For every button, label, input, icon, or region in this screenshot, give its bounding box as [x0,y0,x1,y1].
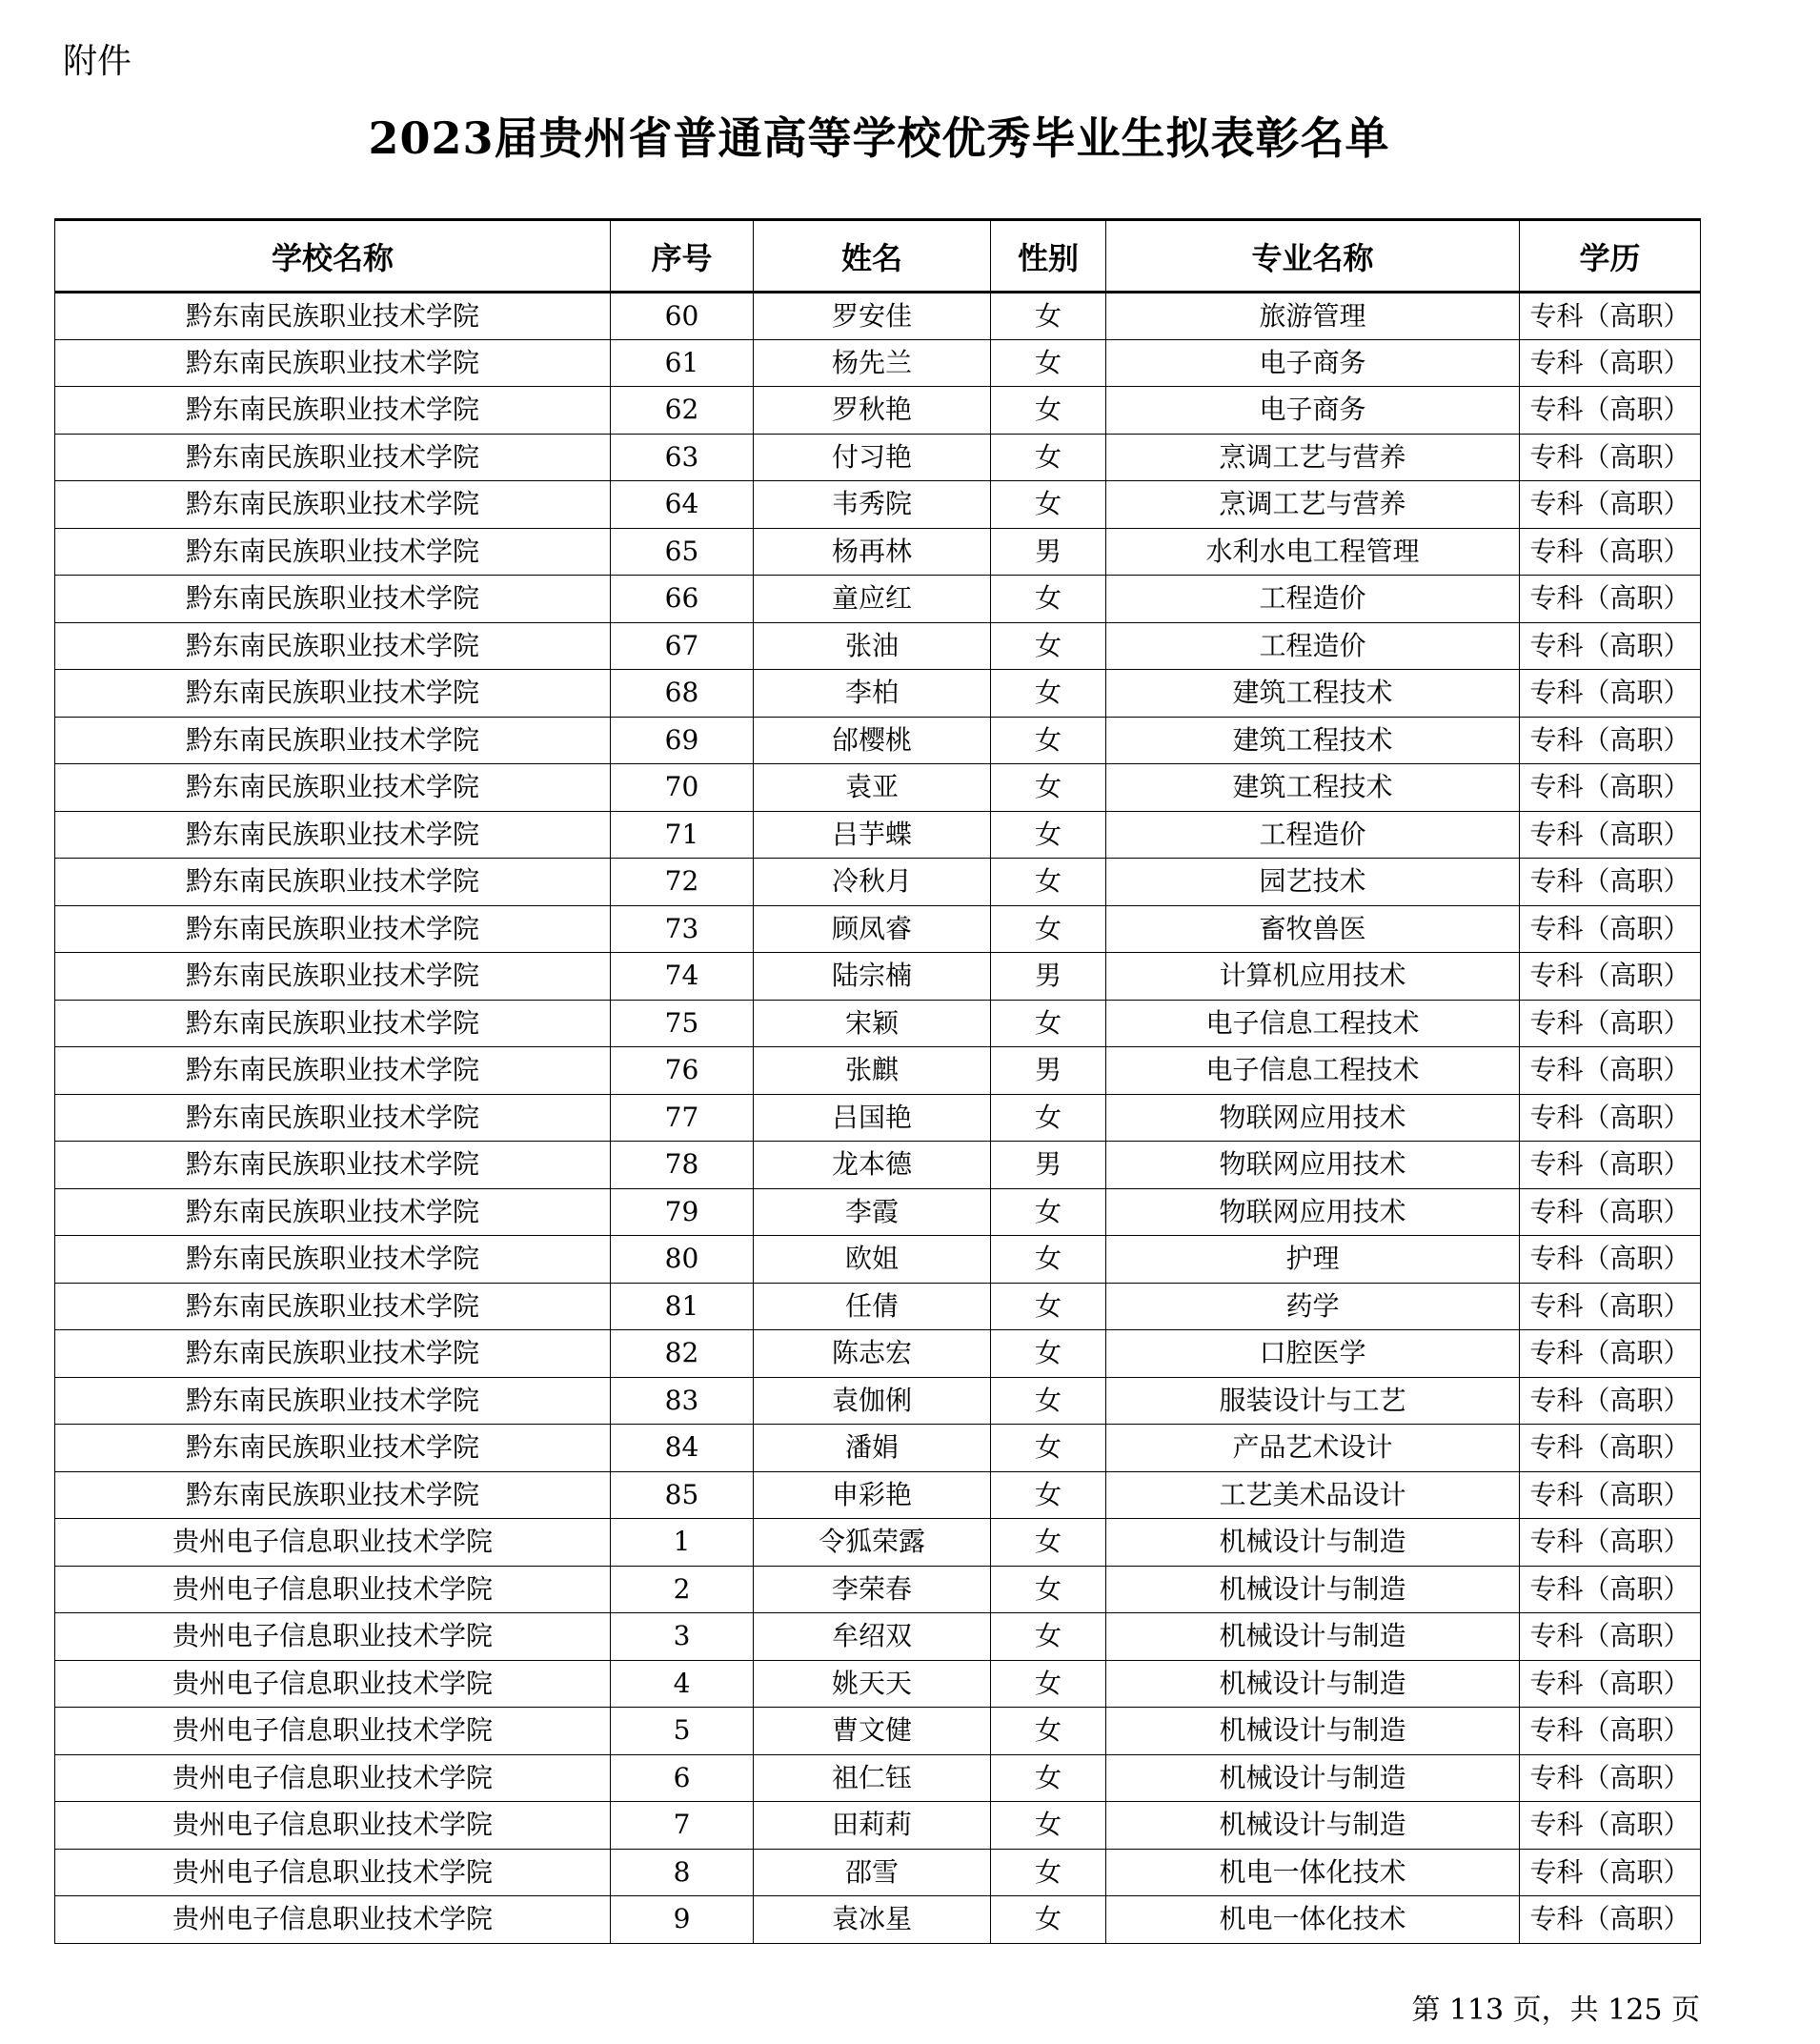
cell-degree: 专科（高职） [1520,434,1701,481]
cell-degree: 专科（高职） [1520,1708,1701,1755]
table-row [55,1613,1701,1661]
cell-gender: 女 [991,764,1106,812]
cell-name: 牟绍双 [754,1613,991,1661]
cell-name: 袁亚 [754,764,991,812]
cell-name: 李霞 [754,1188,991,1236]
cell-seq: 79 [611,1188,754,1236]
table-row [55,1471,1701,1519]
cell-name: 邰樱桃 [754,717,991,764]
cell-gender: 女 [991,670,1106,718]
cell-school: 黔东南民族职业技术学院 [55,622,611,670]
cell-gender: 女 [991,1236,1106,1284]
cell-name: 陈志宏 [754,1330,991,1378]
cell-name: 韦秀院 [754,481,991,529]
cell-major: 电子信息工程技术 [1106,1000,1520,1047]
cell-degree: 专科（高职） [1520,1660,1701,1708]
cell-school: 黔东南民族职业技术学院 [55,434,611,481]
table-row [55,905,1701,953]
table-row [55,1283,1701,1330]
cell-seq: 8 [611,1849,754,1896]
table-row [55,764,1701,812]
cell-gender: 女 [991,1754,1106,1802]
cell-major: 护理 [1106,1236,1520,1284]
table-row [55,1377,1701,1425]
cell-major: 工程造价 [1106,576,1520,623]
cell-major: 机械设计与制造 [1106,1802,1520,1850]
cell-degree: 专科（高职） [1520,1849,1701,1896]
column-header-seq: 序号 [611,220,754,293]
column-header-school: 学校名称 [55,220,611,293]
cell-seq: 80 [611,1236,754,1284]
cell-gender: 女 [991,434,1106,481]
cell-degree: 专科（高职） [1520,1896,1701,1944]
cell-gender: 女 [991,1377,1106,1425]
cell-gender: 女 [991,1188,1106,1236]
table-row [55,1330,1701,1378]
table-row [55,1188,1701,1236]
table-row [55,293,1701,340]
cell-degree: 专科（高职） [1520,717,1701,764]
cell-major: 机械设计与制造 [1106,1613,1520,1661]
cell-degree: 专科（高职） [1520,859,1701,906]
cell-gender: 女 [991,1849,1106,1896]
table-row [55,576,1701,623]
cell-seq: 64 [611,481,754,529]
cell-gender: 女 [991,339,1106,387]
cell-name: 申彩艳 [754,1471,991,1519]
cell-name: 潘娟 [754,1425,991,1472]
cell-major: 电子商务 [1106,339,1520,387]
cell-name: 童应红 [754,576,991,623]
cell-gender: 女 [991,1566,1106,1613]
table-row [55,434,1701,481]
cell-school: 黔东南民族职业技术学院 [55,1000,611,1047]
cell-name: 陆宗楠 [754,953,991,1001]
cell-degree: 专科（高职） [1520,1047,1701,1095]
cell-seq: 68 [611,670,754,718]
cell-gender: 女 [991,1471,1106,1519]
cell-school: 黔东南民族职业技术学院 [55,1236,611,1284]
cell-major: 水利水电工程管理 [1106,528,1520,576]
cell-school: 贵州电子信息职业技术学院 [55,1849,611,1896]
column-header-degree: 学历 [1520,220,1701,293]
cell-school: 黔东南民族职业技术学院 [55,1425,611,1472]
cell-degree: 专科（高职） [1520,811,1701,859]
cell-name: 罗安佳 [754,293,991,340]
cell-major: 机电一体化技术 [1106,1849,1520,1896]
table-row [55,481,1701,529]
cell-gender: 女 [991,1000,1106,1047]
cell-name: 田莉莉 [754,1802,991,1850]
column-header-gender: 性别 [991,220,1106,293]
cell-major: 旅游管理 [1106,293,1520,340]
table-row [55,717,1701,764]
cell-school: 黔东南民族职业技术学院 [55,1047,611,1095]
cell-school: 贵州电子信息职业技术学院 [55,1896,611,1944]
cell-degree: 专科（高职） [1520,1566,1701,1613]
attachment-label: 附件 [63,42,132,81]
cell-school: 黔东南民族职业技术学院 [55,811,611,859]
cell-school: 贵州电子信息职业技术学院 [55,1754,611,1802]
cell-seq: 78 [611,1142,754,1189]
table-row [55,811,1701,859]
cell-seq: 62 [611,387,754,435]
column-header-name: 姓名 [754,220,991,293]
table-row [55,1142,1701,1189]
cell-major: 烹调工艺与营养 [1106,481,1520,529]
table-row [55,1849,1701,1896]
graduate-roster-table [54,218,1701,1944]
cell-name: 顾凤睿 [754,905,991,953]
cell-school: 黔东南民族职业技术学院 [55,859,611,906]
cell-gender: 女 [991,622,1106,670]
cell-school: 黔东南民族职业技术学院 [55,576,611,623]
cell-major: 建筑工程技术 [1106,717,1520,764]
cell-major: 计算机应用技术 [1106,953,1520,1001]
cell-gender: 女 [991,717,1106,764]
cell-seq: 83 [611,1377,754,1425]
page-number: 第 113 页，共 125 页 [1411,1993,1700,2027]
cell-school: 黔东南民族职业技术学院 [55,764,611,812]
cell-school: 贵州电子信息职业技术学院 [55,1613,611,1661]
cell-major: 工程造价 [1106,811,1520,859]
table-row [55,1660,1701,1708]
table-row [55,1000,1701,1047]
cell-seq: 73 [611,905,754,953]
cell-name: 欧姐 [754,1236,991,1284]
cell-major: 机械设计与制造 [1106,1708,1520,1755]
table-row [55,528,1701,576]
cell-school: 贵州电子信息职业技术学院 [55,1566,611,1613]
cell-degree: 专科（高职） [1520,576,1701,623]
cell-degree: 专科（高职） [1520,1613,1701,1661]
cell-degree: 专科（高职） [1520,1283,1701,1330]
cell-degree: 专科（高职） [1520,1802,1701,1850]
table-row [55,859,1701,906]
table-row [55,1047,1701,1095]
table-row [55,1094,1701,1142]
cell-seq: 6 [611,1754,754,1802]
cell-major: 药学 [1106,1283,1520,1330]
cell-major: 烹调工艺与营养 [1106,434,1520,481]
cell-gender: 男 [991,1142,1106,1189]
cell-name: 罗秋艳 [754,387,991,435]
cell-school: 黔东南民族职业技术学院 [55,1188,611,1236]
cell-school: 黔东南民族职业技术学院 [55,905,611,953]
cell-major: 物联网应用技术 [1106,1094,1520,1142]
cell-name: 曹文健 [754,1708,991,1755]
cell-degree: 专科（高职） [1520,905,1701,953]
cell-gender: 女 [991,387,1106,435]
table-row [55,1425,1701,1472]
cell-name: 张麒 [754,1047,991,1095]
cell-degree: 专科（高职） [1520,953,1701,1001]
cell-name: 杨先兰 [754,339,991,387]
cell-major: 建筑工程技术 [1106,764,1520,812]
cell-seq: 76 [611,1047,754,1095]
cell-gender: 女 [991,1519,1106,1567]
cell-seq: 1 [611,1519,754,1567]
table-row [55,387,1701,435]
cell-school: 黔东南民族职业技术学院 [55,481,611,529]
cell-seq: 4 [611,1660,754,1708]
cell-gender: 女 [991,811,1106,859]
cell-degree: 专科（高职） [1520,622,1701,670]
cell-major: 物联网应用技术 [1106,1188,1520,1236]
cell-major: 产品艺术设计 [1106,1425,1520,1472]
cell-name: 宋颖 [754,1000,991,1047]
cell-degree: 专科（高职） [1520,1142,1701,1189]
cell-gender: 女 [991,859,1106,906]
cell-school: 黔东南民族职业技术学院 [55,953,611,1001]
cell-school: 黔东南民族职业技术学院 [55,1471,611,1519]
cell-degree: 专科（高职） [1520,1000,1701,1047]
cell-seq: 81 [611,1283,754,1330]
cell-gender: 女 [991,1613,1106,1661]
cell-gender: 女 [991,1802,1106,1850]
cell-major: 电子商务 [1106,387,1520,435]
cell-degree: 专科（高职） [1520,1519,1701,1567]
cell-school: 黔东南民族职业技术学院 [55,528,611,576]
cell-name: 祖仁钰 [754,1754,991,1802]
cell-seq: 63 [611,434,754,481]
cell-gender: 男 [991,1047,1106,1095]
cell-school: 黔东南民族职业技术学院 [55,670,611,718]
cell-school: 贵州电子信息职业技术学院 [55,1519,611,1567]
cell-gender: 女 [991,1660,1106,1708]
cell-major: 机械设计与制造 [1106,1566,1520,1613]
cell-seq: 69 [611,717,754,764]
cell-name: 邵雪 [754,1849,991,1896]
cell-gender: 男 [991,953,1106,1001]
table-row [55,670,1701,718]
table-header-row [55,220,1701,293]
cell-gender: 男 [991,528,1106,576]
cell-degree: 专科（高职） [1520,670,1701,718]
cell-seq: 77 [611,1094,754,1142]
cell-degree: 专科（高职） [1520,1471,1701,1519]
table-row [55,1754,1701,1802]
cell-major: 机械设计与制造 [1106,1519,1520,1567]
table-row [55,953,1701,1001]
table-body [55,293,1701,1944]
cell-major: 工程造价 [1106,622,1520,670]
cell-seq: 2 [611,1566,754,1613]
cell-name: 李柏 [754,670,991,718]
cell-seq: 67 [611,622,754,670]
cell-seq: 5 [611,1708,754,1755]
cell-school: 黔东南民族职业技术学院 [55,1283,611,1330]
cell-name: 付习艳 [754,434,991,481]
cell-major: 园艺技术 [1106,859,1520,906]
cell-seq: 70 [611,764,754,812]
cell-gender: 女 [991,481,1106,529]
cell-degree: 专科（高职） [1520,1425,1701,1472]
cell-seq: 74 [611,953,754,1001]
cell-name: 张油 [754,622,991,670]
cell-major: 口腔医学 [1106,1330,1520,1378]
cell-name: 龙本德 [754,1142,991,1189]
cell-seq: 84 [611,1425,754,1472]
cell-degree: 专科（高职） [1520,1188,1701,1236]
cell-degree: 专科（高职） [1520,293,1701,340]
cell-school: 黔东南民族职业技术学院 [55,1330,611,1378]
cell-seq: 9 [611,1896,754,1944]
cell-degree: 专科（高职） [1520,387,1701,435]
cell-gender: 女 [991,1708,1106,1755]
cell-school: 黔东南民族职业技术学院 [55,293,611,340]
cell-seq: 60 [611,293,754,340]
cell-major: 电子信息工程技术 [1106,1047,1520,1095]
cell-gender: 女 [991,1330,1106,1378]
cell-degree: 专科（高职） [1520,1094,1701,1142]
cell-name: 姚天天 [754,1660,991,1708]
cell-degree: 专科（高职） [1520,1754,1701,1802]
cell-name: 袁伽俐 [754,1377,991,1425]
cell-name: 令狐荣露 [754,1519,991,1567]
cell-seq: 72 [611,859,754,906]
cell-seq: 82 [611,1330,754,1378]
cell-major: 畜牧兽医 [1106,905,1520,953]
table-row [55,1566,1701,1613]
cell-major: 服装设计与工艺 [1106,1377,1520,1425]
cell-seq: 75 [611,1000,754,1047]
table-row [55,1708,1701,1755]
cell-degree: 专科（高职） [1520,1330,1701,1378]
cell-gender: 女 [991,905,1106,953]
cell-gender: 女 [991,1425,1106,1472]
cell-school: 黔东南民族职业技术学院 [55,1094,611,1142]
cell-school: 贵州电子信息职业技术学院 [55,1708,611,1755]
cell-gender: 女 [991,1094,1106,1142]
cell-school: 黔东南民族职业技术学院 [55,717,611,764]
table-row [55,1236,1701,1284]
cell-major: 建筑工程技术 [1106,670,1520,718]
cell-name: 吕芋蝶 [754,811,991,859]
cell-major: 物联网应用技术 [1106,1142,1520,1189]
cell-name: 李荣春 [754,1566,991,1613]
cell-gender: 女 [991,1896,1106,1944]
table-header [55,220,1701,293]
cell-name: 冷秋月 [754,859,991,906]
cell-degree: 专科（高职） [1520,764,1701,812]
page-title: 2023届贵州省普通高等学校优秀毕业生拟表彰名单 [368,112,1390,164]
cell-seq: 71 [611,811,754,859]
cell-name: 任倩 [754,1283,991,1330]
cell-name: 杨再林 [754,528,991,576]
table-row [55,1519,1701,1567]
cell-school: 贵州电子信息职业技术学院 [55,1802,611,1850]
table-row [55,1896,1701,1944]
cell-major: 工艺美术品设计 [1106,1471,1520,1519]
cell-gender: 女 [991,293,1106,340]
column-header-major: 专业名称 [1106,220,1520,293]
cell-degree: 专科（高职） [1520,528,1701,576]
cell-gender: 女 [991,576,1106,623]
cell-degree: 专科（高职） [1520,339,1701,387]
cell-name: 吕国艳 [754,1094,991,1142]
cell-gender: 女 [991,1283,1106,1330]
cell-major: 机械设计与制造 [1106,1754,1520,1802]
table-row [55,622,1701,670]
cell-seq: 61 [611,339,754,387]
table-row [55,339,1701,387]
cell-seq: 65 [611,528,754,576]
cell-degree: 专科（高职） [1520,1236,1701,1284]
cell-school: 黔东南民族职业技术学院 [55,339,611,387]
cell-school: 黔东南民族职业技术学院 [55,1377,611,1425]
cell-school: 贵州电子信息职业技术学院 [55,1660,611,1708]
cell-name: 袁冰星 [754,1896,991,1944]
cell-school: 黔东南民族职业技术学院 [55,1142,611,1189]
cell-seq: 3 [611,1613,754,1661]
cell-school: 黔东南民族职业技术学院 [55,387,611,435]
cell-degree: 专科（高职） [1520,481,1701,529]
cell-seq: 85 [611,1471,754,1519]
table-row [55,1802,1701,1850]
cell-major: 机电一体化技术 [1106,1896,1520,1944]
cell-seq: 7 [611,1802,754,1850]
cell-seq: 66 [611,576,754,623]
cell-major: 机械设计与制造 [1106,1660,1520,1708]
cell-degree: 专科（高职） [1520,1377,1701,1425]
